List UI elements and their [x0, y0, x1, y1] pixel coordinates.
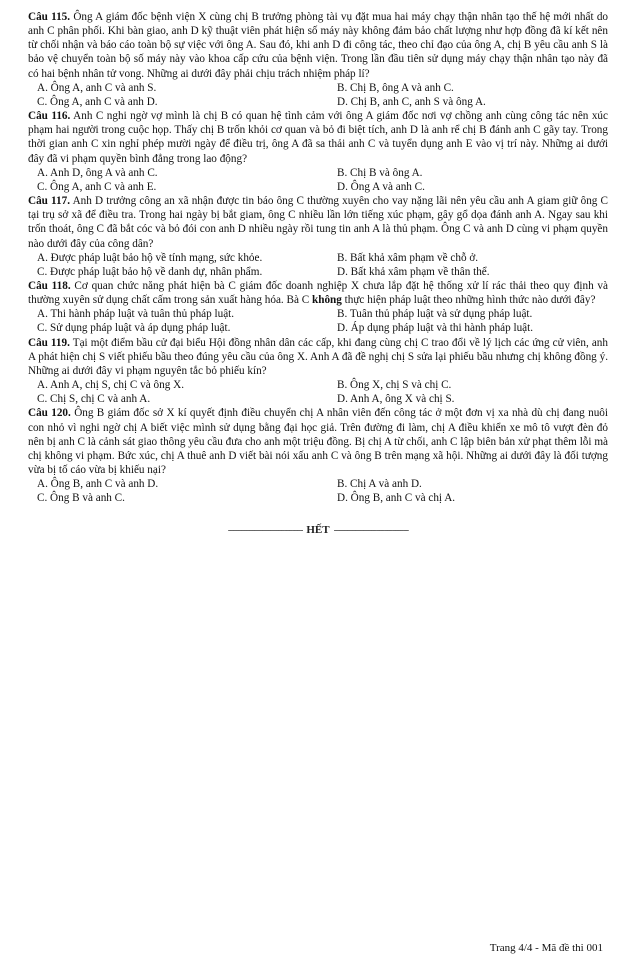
- end-word: HẾT: [306, 524, 330, 537]
- question-117: [28, 194, 608, 279]
- end-dashes-right: ----------------------------: [333, 524, 409, 537]
- negation-emphasis: không: [312, 294, 342, 307]
- question-stem: Cơ quan chức năng phát hiện bà C giám đốc doanh nghiệp X chưa lắp đặt hệ thống xử lí rác thải theo quy định và thường xuyên sử dụng chất cấm trong sản xuất hàng hóa. Bà C: [28, 279, 608, 307]
- question-119: [28, 336, 608, 407]
- option-c[interactable]: C. Chị S, chị C và anh A.: [37, 393, 151, 406]
- option-a[interactable]: A. Được pháp luật bảo hộ về tính mạng, sức khỏe.: [37, 251, 263, 264]
- option-a[interactable]: A. Anh D, ông A và anh C.: [37, 166, 158, 179]
- question-label: Câu 115.: [28, 11, 71, 23]
- question-stem: Anh C nghi ngờ vợ mình là chị B có quan hệ tình cảm với ông A giám đốc nơi vợ chồng anh cùng công tác nên xúc phạm hai người trong cuộc họp. Thấy chị B trốn khỏi cơ quan và bỏ đi biệt tích, anh D là anh rể chị B đánh anh C gãy tay. Trong thời gian anh C xin nghỉ phép mười ngày để điều trị, ông A đã sa thải anh C và tuyển dụng anh E vào vị trí này. Những ai dưới đây đã vi phạm quyền bình đẳng trong lao động?: [28, 110, 608, 165]
- question-118: [28, 279, 608, 336]
- question-label: Câu 118.: [28, 279, 71, 292]
- question-text: [28, 194, 608, 251]
- end-marker: [28, 523, 608, 537]
- option-d[interactable]: D. Ông B, anh C và chị A.: [337, 492, 456, 505]
- answer-options: [28, 251, 608, 279]
- option-a[interactable]: A. Thi hành pháp luật và tuân thủ pháp luật.: [37, 308, 235, 321]
- option-c[interactable]: C. Được pháp luật bảo hộ về danh dự, nhân phẩm.: [37, 265, 263, 278]
- option-b[interactable]: B. Bất khả xâm phạm về chỗ ở.: [337, 251, 479, 264]
- option-d[interactable]: D. Anh A, ông X và chị S.: [337, 393, 455, 406]
- question-label: Câu 117.: [28, 195, 71, 208]
- option-a[interactable]: A. Ông B, anh C và anh D.: [37, 478, 159, 491]
- option-b[interactable]: B. Ông X, chị S và chị C.: [337, 379, 452, 392]
- question-label: Câu 116.: [28, 110, 71, 123]
- answer-options: [28, 307, 608, 335]
- answer-options: [28, 166, 608, 194]
- option-b[interactable]: B. Chị B, ông A và anh C.: [337, 81, 454, 94]
- question-text: [28, 279, 608, 307]
- option-d[interactable]: D. Chị B, anh C, anh S và ông A.: [337, 95, 486, 108]
- page-footer: Trang 4/4 - Mã đề thi 001: [489, 942, 603, 954]
- question-text: [28, 10, 608, 81]
- question-text: [28, 109, 608, 166]
- option-c[interactable]: C. Sử dụng pháp luật và áp dụng pháp luật.: [37, 322, 231, 335]
- question-stem: Ông A giám đốc bệnh viện X cùng chị B trưởng phòng tài vụ đặt mua hai máy chạy thận nhân tạo thế hệ mới nhất do anh C phân phối. Khi bàn giao, anh D kỹ thuật viên phát hiện số máy này không đảm bảo chất lượng như hợp đồng đã kí kết nên từ chối nhận và báo cáo toàn bộ sự việc với ông A. Sau đó, khi anh D đi công tác, theo chỉ đạo của ông A, chị B yêu cầu anh S là bảo vệ chuyển toàn bộ số máy này vào khoa cấp cứu của bệnh viện. Trong lần đầu tiên sử dụng máy chạy thận nhân tạo này đã có hai bệnh nhân tử vong. Những ai dưới đây phải chịu trách nhiệm pháp lí?: [28, 11, 609, 80]
- answer-options: [28, 477, 608, 505]
- question-stem: Tại một điểm bầu cử đại biểu Hội đồng nhân dân các cấp, khi đang cùng chị C trao đổi về lý lịch các ứng cử viên, anh A phát hiện chị S viết phiếu bầu theo đúng yêu cầu của ông X. Anh A đã đề nghị chị S sửa lại phiếu bầu nhưng chị không đồng ý. Những ai dưới đây vi phạm nguyên tắc bỏ phiếu kín?: [28, 336, 608, 377]
- question-text: [28, 336, 608, 378]
- question-stem: Ông B giám đốc sở X kí quyết định điều chuyển chị A nhân viên đến công tác ở một đơn vị xa nhà dù chị đang nuôi con nhỏ vì nghi ngờ chị A biết việc mình sử dụng bằng đại học giả. Trên đường đi làm, chị A điều khiển xe mô tô vượt đèn đỏ nên bị anh C là cảnh sát giao thông yêu cầu đưa cho anh một triệu đồng. Bị chị A từ chối, anh C lập biên bản xử phạt thêm lỗi mà chị không vi phạm. Bức xúc, chị A thuê anh D viết bài nói xấu anh C và ông B trên mạng xã hội. Những ai dưới đây là đối tượng vừa bị tố cáo vừa bị khiếu nại?: [28, 407, 609, 476]
- option-a[interactable]: A. Anh A, chị S, chị C và ông X.: [37, 379, 184, 392]
- question-stem: Anh D trưởng công an xã nhận được tin báo ông C thường xuyên cho vay nặng lãi nên yêu cầu anh A giam giữ ông C tại trụ sở xã để điều tra. Trong hai ngày bị bắt giam, ông C nhiều lần lớn tiếng xúc phạm, gây gổ dọa đánh anh A. Ngay sau khi trốn thoát, ông C đã bắt cóc và bỏ đói con anh D nhiều ngày rồi tung tin anh A là thủ phạm. Ông C và anh D cùng vi phạm quyền nào dưới đây của công dân?: [28, 195, 608, 250]
- question-label: Câu 120.: [28, 407, 71, 420]
- option-b[interactable]: B. Tuân thủ pháp luật và sử dụng pháp luật.: [337, 308, 533, 321]
- answer-options: [28, 81, 608, 109]
- option-c[interactable]: C. Ông A, anh C và anh E.: [37, 180, 157, 193]
- question-label: Câu 119.: [28, 336, 70, 349]
- option-d[interactable]: D. Ông A và anh C.: [337, 180, 425, 193]
- option-c[interactable]: C. Ông A, anh C và anh D.: [37, 95, 158, 108]
- option-c[interactable]: C. Ông B và anh C.: [37, 492, 125, 505]
- question-116: [28, 109, 608, 194]
- option-a[interactable]: A. Ông A, anh C và anh S.: [37, 81, 157, 94]
- answer-options: [28, 378, 608, 406]
- end-dashes-left: ----------------------------: [227, 524, 303, 537]
- question-text: [28, 406, 608, 477]
- question-stem-end: thực hiện pháp luật theo những hình thức nào dưới đây?: [344, 294, 596, 307]
- option-b[interactable]: B. Chị B và ông A.: [337, 166, 423, 179]
- question-120: [28, 406, 608, 505]
- question-115: [28, 10, 608, 109]
- option-d[interactable]: D. Áp dụng pháp luật và thi hành pháp luật.: [337, 322, 534, 335]
- option-d[interactable]: D. Bất khả xâm phạm về thân thể.: [337, 265, 490, 278]
- option-b[interactable]: B. Chị A và anh D.: [337, 478, 422, 491]
